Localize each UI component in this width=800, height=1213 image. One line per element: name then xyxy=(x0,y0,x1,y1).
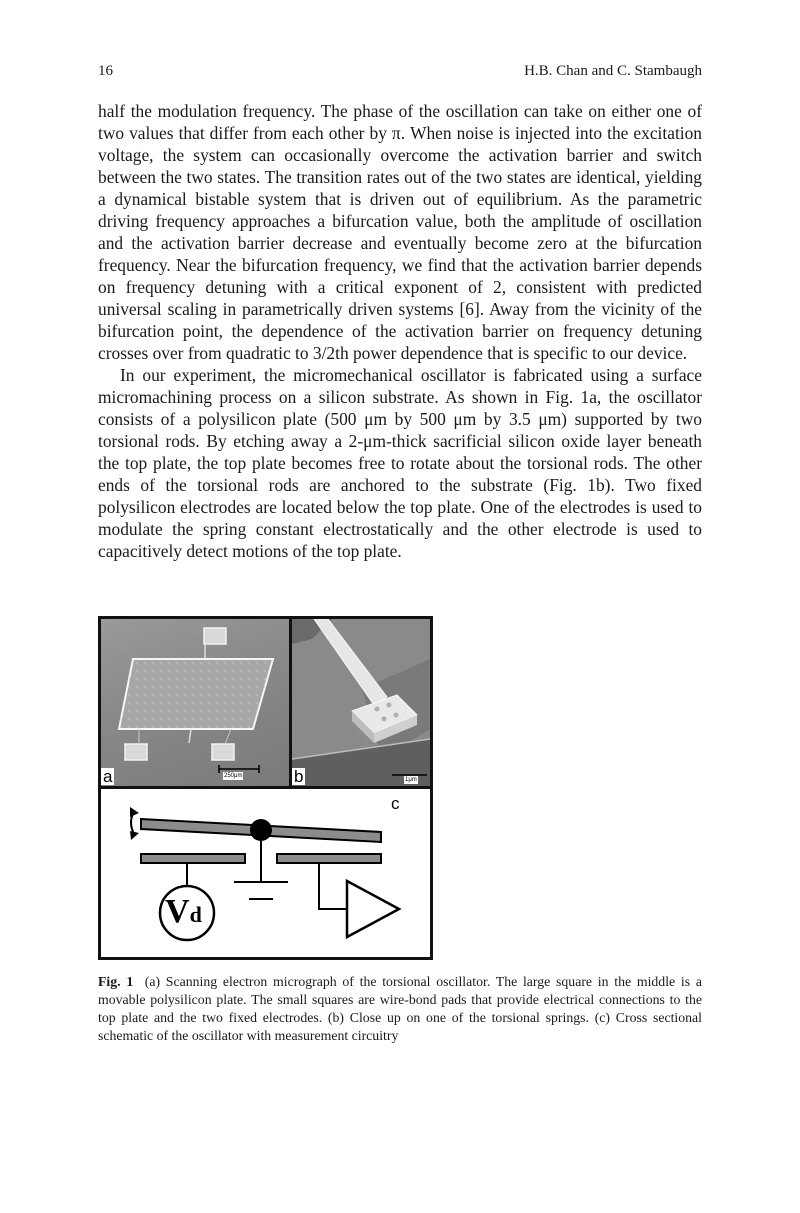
running-head-authors: H.B. Chan and C. Stambaugh xyxy=(524,63,702,79)
panel-b-image xyxy=(292,619,430,786)
caption-part-a-label: (a) xyxy=(144,974,161,989)
scale-bar-a-label: 250μm xyxy=(224,773,243,779)
wire-bond-pad-left xyxy=(125,744,147,760)
caption-fig-label: Fig. 1 xyxy=(98,974,134,989)
panel-c-schematic xyxy=(101,789,430,957)
body-text xyxy=(98,100,702,562)
fixed-electrode-left xyxy=(141,854,245,863)
figure-caption xyxy=(98,973,702,1045)
caption-part-b-text: Close up on one of the torsional springs. xyxy=(344,1010,595,1025)
panel-a-image xyxy=(101,619,289,786)
body-paragraph-2: In our experiment, the micromechanical oscillator is fabricated using a surface micromachining process on a silicon substrate. As shown in Fig. 1a, the oscillator consists of a polysilicon plate (500 μm by 500 μm by 3.5 μm) supported by two torsional rods. By etching away a 2-μm-thick sacrificial silicon oxide layer beneath the top plate, the top plate becomes free to rotate about the torsional rods. The other ends of the torsional rods are anchored to the substrate (Fig. 1b). Two fixed polysilicon electrodes are located below the top plate. One of the electrodes is used to modulate the spring constant electrostatically and the other electrode is used to capacitively detect motions of the top plate. xyxy=(98,365,702,561)
running-header xyxy=(98,63,702,80)
caption-part-c-text: Cross sectional schematic of the oscillator with measurement circuitry xyxy=(98,1010,702,1043)
wire-bond-pad-top xyxy=(204,628,226,644)
page-number: 16 xyxy=(98,63,113,79)
scale-bar-b-label: 1μm xyxy=(405,777,417,783)
panel-c-image xyxy=(101,789,430,957)
rotation-arrow-icon xyxy=(130,807,139,840)
panel-a-label: a xyxy=(103,767,113,786)
caption-part-a-text: Scanning electron micrograph of the torsional oscillator. The large square in the middle is a movable polysilicon plate. The small squares are wire-bond pads that provide electrical connections to the top plate and the two fixed electrodes. xyxy=(98,974,702,1025)
fixed-electrode-right xyxy=(277,854,381,863)
wire-bond-pad-right xyxy=(212,744,234,760)
panel-b-label: b xyxy=(294,767,304,786)
panel-c-label: c xyxy=(391,794,400,813)
voltage-source-label: Vd xyxy=(165,893,202,930)
panel-a-micrograph xyxy=(101,619,289,786)
caption-part-b-label: (b) xyxy=(327,1010,345,1025)
amplifier-icon xyxy=(347,881,399,937)
pivot-point xyxy=(250,819,272,841)
figure-1 xyxy=(98,616,433,960)
body-paragraph-1: half the modulation frequency. The phase of the oscillation can take on either one of two values that differ from each other by π. When noise is injected into the excitation voltage, the system can occasionally overcome the activation barrier and switch between the two states. The transition rates out of the two states are identical, yielding a dynamical bistable system that is driven out of equilibrium. As the parametric driving frequency approaches a bifurcation value, both the amplitude of oscillation and the activation barrier decrease and eventually become zero at the bifurcation frequency. Near the bifurcation frequency, we find that the activation barrier depends on frequency detuning with a critical exponent of 2, consistent with predicted universal scaling in parametrically driven systems [6]. Away from the vicinity of the bifurcation point, the dependence of the activation barrier on frequency detuning crosses over from quadratic to 3/2th power dependence that is specific to our device. xyxy=(98,101,702,363)
panel-b-micrograph xyxy=(292,619,430,786)
caption-part-c-label: (c) xyxy=(594,1010,611,1025)
